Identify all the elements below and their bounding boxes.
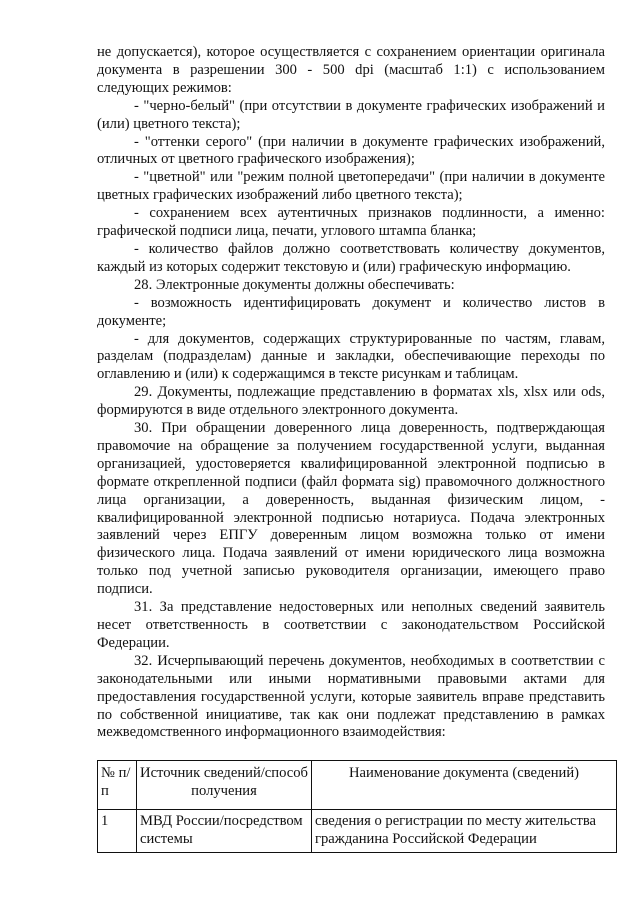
table-row bbox=[98, 810, 617, 853]
cell-number: 1 bbox=[98, 810, 137, 853]
paragraph-structured-documents: - для документов, содержащих структурированные по частям, главам, разделам (подразделам) данные и закладки, обеспечивающие переходы по оглавлению и (или) к содержащимся в тексте рисункам и таблицам. bbox=[97, 330, 605, 383]
paragraph-file-count: - количество файлов должно соответствовать количеству документов, каждый из которых содержит текстовую и (или) графическую информацию. bbox=[97, 240, 605, 275]
paragraph-item-29: 29. Документы, подлежащие представлению в форматах xls, xlsx или ods, формируются в виде отдельного электронного документа. bbox=[97, 384, 605, 419]
paragraph-item-30: 30. При обращении доверенного лица доверенность, подтверждающая правомочие на обращение за получением государственной услуги, выданная организацией, удостоверяется квалифицированной электронной подписью в формате открепленной подписи (файл формата sig) правомочного должностного лица организации, а доверенность, выданная физическим лицом, - квалифицированной электронной подписью нотариуса. Подача электронных заявлений через ЕПГУ доверенным лицом возможна только от имени физического лица. Подача заявлений от имени юридического лица возможна только под учетной записью руководителя организации, имеющего право подписи. bbox=[97, 420, 605, 598]
cell-source: МВД России/посредством системы bbox=[137, 810, 312, 853]
paragraph-authenticity: - сохранением всех аутентичных признаков подлинности, а именно: графической подписи лица, печати, углового штампа бланка; bbox=[97, 205, 605, 240]
paragraph-continuation: не допускается), которое осуществляется с сохранением ориентации оригинала документа в разрешении 300 - 500 dpi (масштаб 1:1) с использованием следующих режимов: bbox=[97, 44, 605, 96]
paragraph-mode-color: - "цветной" или "режим полной цветопередачи" (при наличии в документе цветных графических изображений либо цветного текста); bbox=[97, 169, 605, 204]
cell-document-name: сведения о регистрации по месту жительства гражданина Российской Федерации bbox=[312, 810, 617, 853]
document-page bbox=[97, 44, 605, 853]
body-text bbox=[97, 44, 605, 742]
paragraph-identify-document: - возможность идентифицировать документ и количество листов в документе; bbox=[97, 294, 605, 329]
table-header-row bbox=[98, 761, 617, 810]
header-source: Источник сведений/способ получения bbox=[137, 761, 312, 810]
paragraph-item-28: 28. Электронные документы должны обеспечивать: bbox=[134, 276, 455, 293]
header-number: № п/п bbox=[98, 761, 137, 810]
documents-table bbox=[97, 760, 617, 853]
paragraph-mode-grayscale: - "оттенки серого" (при наличии в документе графических изображений, отличных от цветного графического изображения); bbox=[97, 133, 605, 168]
paragraph-item-32: 32. Исчерпывающий перечень документов, необходимых в соответствии с законодательными или иными нормативными правовыми актами для предоставления государственной услуги, которые заявитель вправе представить по собственной инициативе, так как они подлежат представлению в рамках межведомственного информационного взаимодействия: bbox=[97, 652, 605, 741]
paragraph-mode-bw: - "черно-белый" (при отсутствии в документе графических изображений и (или) цветного текста); bbox=[97, 97, 605, 132]
paragraph-item-31: 31. За представление недостоверных или неполных сведений заявитель несет ответственность в соответствии с законодательством Российской Федерации. bbox=[97, 599, 605, 651]
header-document-name: Наименование документа (сведений) bbox=[312, 761, 617, 810]
